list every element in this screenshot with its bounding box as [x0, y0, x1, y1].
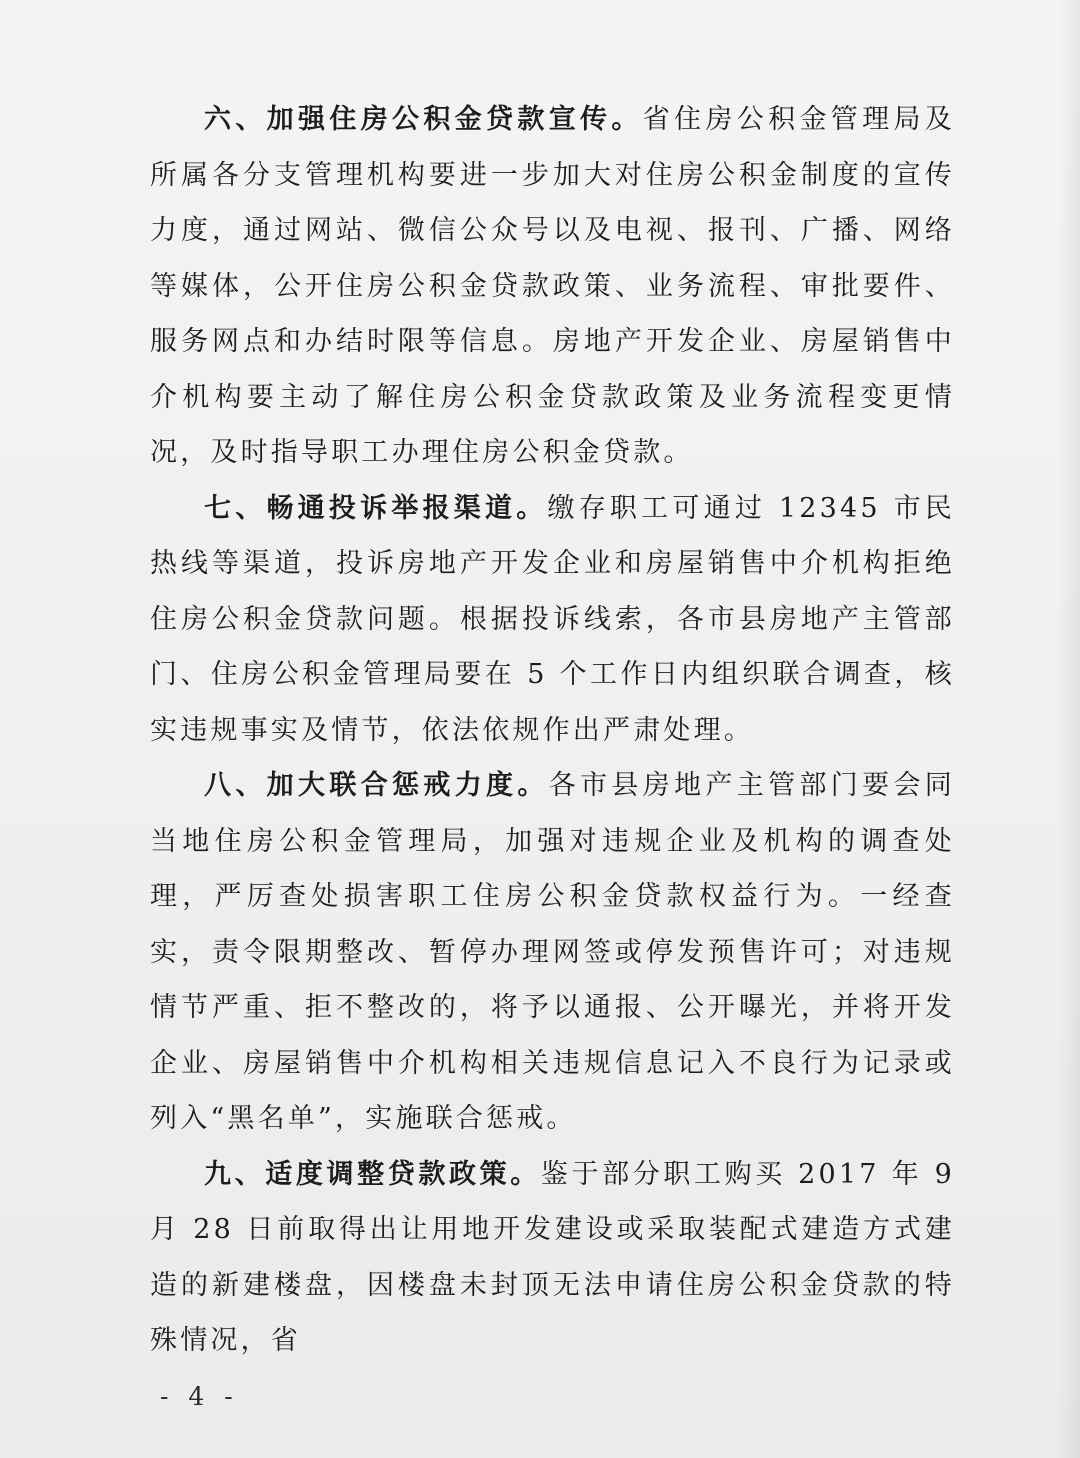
page-number: - 4 - — [160, 1382, 239, 1411]
paragraph-text: 省住房公积金管理局及所属各分支管理机构要进一步加大对住房公积金制度的宣传力度，通过网站、微信公众号以及电视、报刊、广播、网络等媒体，公开住房公积金贷款政策、业务流程、审批要件、服务网点和办结时限等信息。房地产开发企业、房屋销售中介机构要主动了解住房公积金贷款政策及业务流程变更情况，及时指导职工办理住房公积金贷款。 — [150, 104, 955, 468]
paragraph-text: 各市县房地产主管部门要会同当地住房公积金管理局，加强对违规企业及机构的调查处理，严厉查处损害职工住房公积金贷款权益行为。一经查实，责令限期整改、暂停办理网签或停发预售许可；对违规情节严重、拒不整改的，将予以通报、公开曝光，并将开发企业、房屋销售中介机构相关违规信息记入不良行为记录或列入“黑名单”，实施联合惩戒。 — [150, 770, 955, 1134]
paragraph-heading: 九、适度调整贷款政策。 — [204, 1158, 541, 1190]
paragraph-six — [150, 92, 955, 481]
paragraph-eight — [150, 758, 955, 1147]
paragraph-text: 缴存职工可通过 12345 市民热线等渠道，投诉房地产开发企业和房屋销售中介机构拒绝住房公积金贷款问题。根据投诉线索，各市县房地产主管部门、住房公积金管理局要在 5 个工作日内组织联合调查，核实违规事实及情节，依法依规作出严肃处理。 — [150, 492, 955, 746]
page-edge-shadow — [1058, 0, 1080, 1458]
paragraph-seven — [150, 481, 955, 759]
paragraph-heading: 八、加大联合惩戒力度。 — [204, 770, 549, 801]
paragraph-text: 鉴于部分职工购买 2017 年 9 月 28 日前取得出让用地开发建设或采取装配式建造方式建造的新建楼盘，因楼盘未封顶无法申请住房公积金贷款的特殊情况，省 — [150, 1158, 956, 1356]
paragraph-heading: 七、畅通投诉举报渠道。 — [204, 492, 548, 524]
paragraph-heading: 六、加强住房公积金贷款宣传。 — [204, 104, 643, 135]
paragraph-nine — [150, 1147, 955, 1369]
document-body — [150, 92, 955, 1369]
